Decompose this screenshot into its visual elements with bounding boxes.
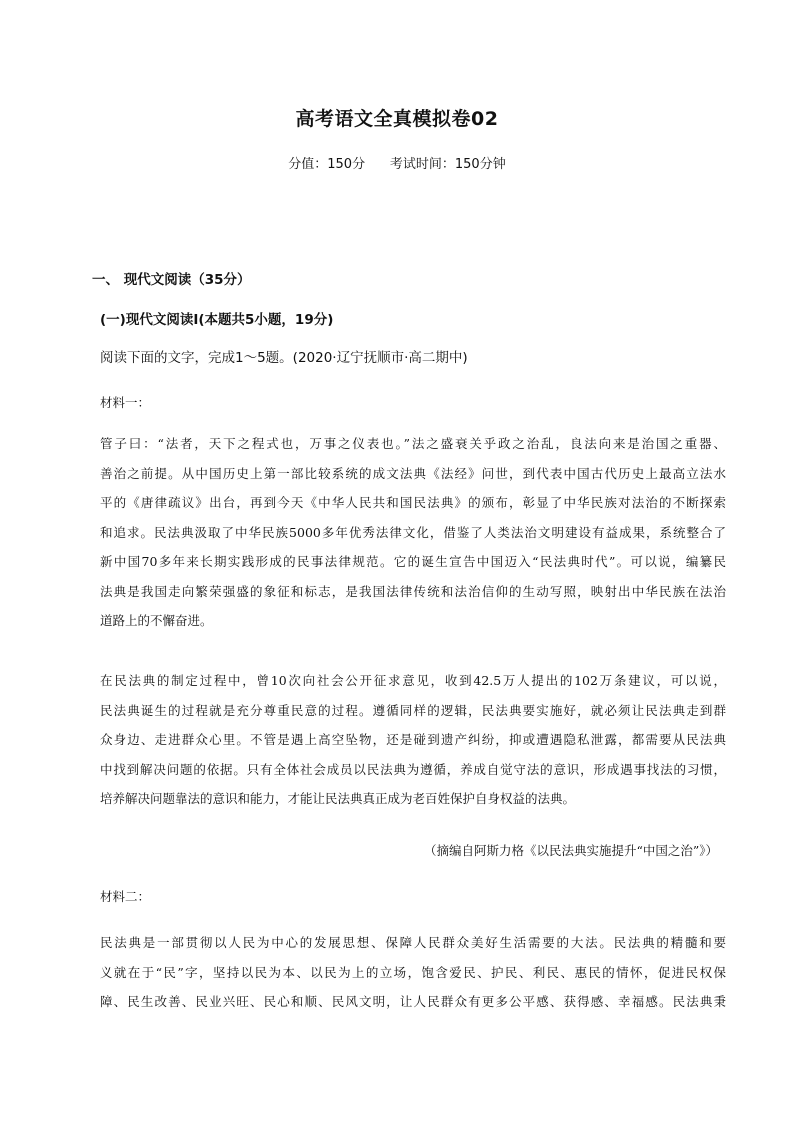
text-line: 平的《唐律疏议》出台，再到今天《中华人民共和国民法典》的颁布，彰显了中华民族对法治的不断探索 <box>100 495 726 510</box>
text-line: 民法典诞生的过程就是充分尊重民意的过程。遵循同样的逻辑，民法典要实施好，就必须让民法典走到群 <box>100 702 726 718</box>
text-line: 法典是我国走向繁荣强盛的象征和标志，是我国法律传统和法治信仰的生动写照，映射出中华民族在法治 <box>100 583 726 599</box>
text-line: 众身边、走进群众心里。不管是遇上高空坠物，还是碰到遗产纠纷，抑或遭遇隐私泄露，都需要从民法典 <box>100 732 726 747</box>
score-text: 分值：150分 <box>288 157 366 172</box>
material2-label: 材料二： <box>100 889 151 904</box>
material1-source: （摘编自阿斯力格《以民法典实施提升“中国之治”》） <box>423 843 718 858</box>
text-line: 障、民生改善、民业兴旺、民心和顺、民风文明，让人民群众有更多公平感、获得感、幸福感。民法典秉 <box>100 994 726 1009</box>
exam-meta <box>0 153 794 172</box>
page-title: 高考语文全真模拟卷02 <box>295 108 499 130</box>
text-line: 新中国70多年来长期实践形成的民事法律规范。它的诞生宣告中国迈入“民法典时代”。可以说，编纂民 <box>100 554 726 569</box>
text-line: 管子曰：“法者，天下之程式也，万事之仪表也。”法之盛衰关乎政之治乱，良法向来是治国之重器、 <box>100 436 726 451</box>
text-line: 中找到解决问题的依据。只有全体社会成员以民法典为遵循，养成自觉守法的意识，形成遇事找法的习惯， <box>100 761 726 777</box>
text-line: 善治之前提。从中国历史上第一部比较系统的成文法典《法经》问世，到代表中国古代历史上最高立法水 <box>100 465 726 481</box>
material1-paragraph1 <box>100 429 726 636</box>
time-text: 考试时间：150分钟 <box>389 157 506 172</box>
text-line: 在民法典的制定过程中，曾10次向社会公开征求意见，收到42.5万人提出的102万条建议，可以说， <box>100 673 726 688</box>
sub-section-heading: (一)现代文阅读Ⅰ(本题共5小题，19分) <box>100 312 334 328</box>
section-heading: 一、 现代文阅读（35分） <box>92 272 251 288</box>
material2-paragraph1 <box>100 928 726 1017</box>
instruction-text: 阅读下面的文字，完成1～5题。(2020·辽宁抚顺市·高二期中) <box>100 350 468 366</box>
material1-label: 材料一： <box>100 395 151 410</box>
text-line: 道路上的不懈奋进。 <box>100 613 213 628</box>
text-line: 义就在于“民”字，坚持以民为本、以民为上的立场，饱含爱民、护民、利民、惠民的情怀，促进民权保 <box>100 964 726 980</box>
text-line: 培养解决问题靠法的意识和能力，才能让民法典真正成为老百姓保护自身权益的法典。 <box>100 791 576 806</box>
material1-paragraph2 <box>100 666 726 814</box>
text-line: 和追求。民法典汲取了中华民族5000多年优秀法律文化，借鉴了人类法治文明建设有益成果，系统整合了 <box>100 524 726 540</box>
text-line: 民法典是一部贯彻以人民为中心的发展思想、保障人民群众美好生活需要的大法。民法典的精髓和要 <box>100 935 726 950</box>
